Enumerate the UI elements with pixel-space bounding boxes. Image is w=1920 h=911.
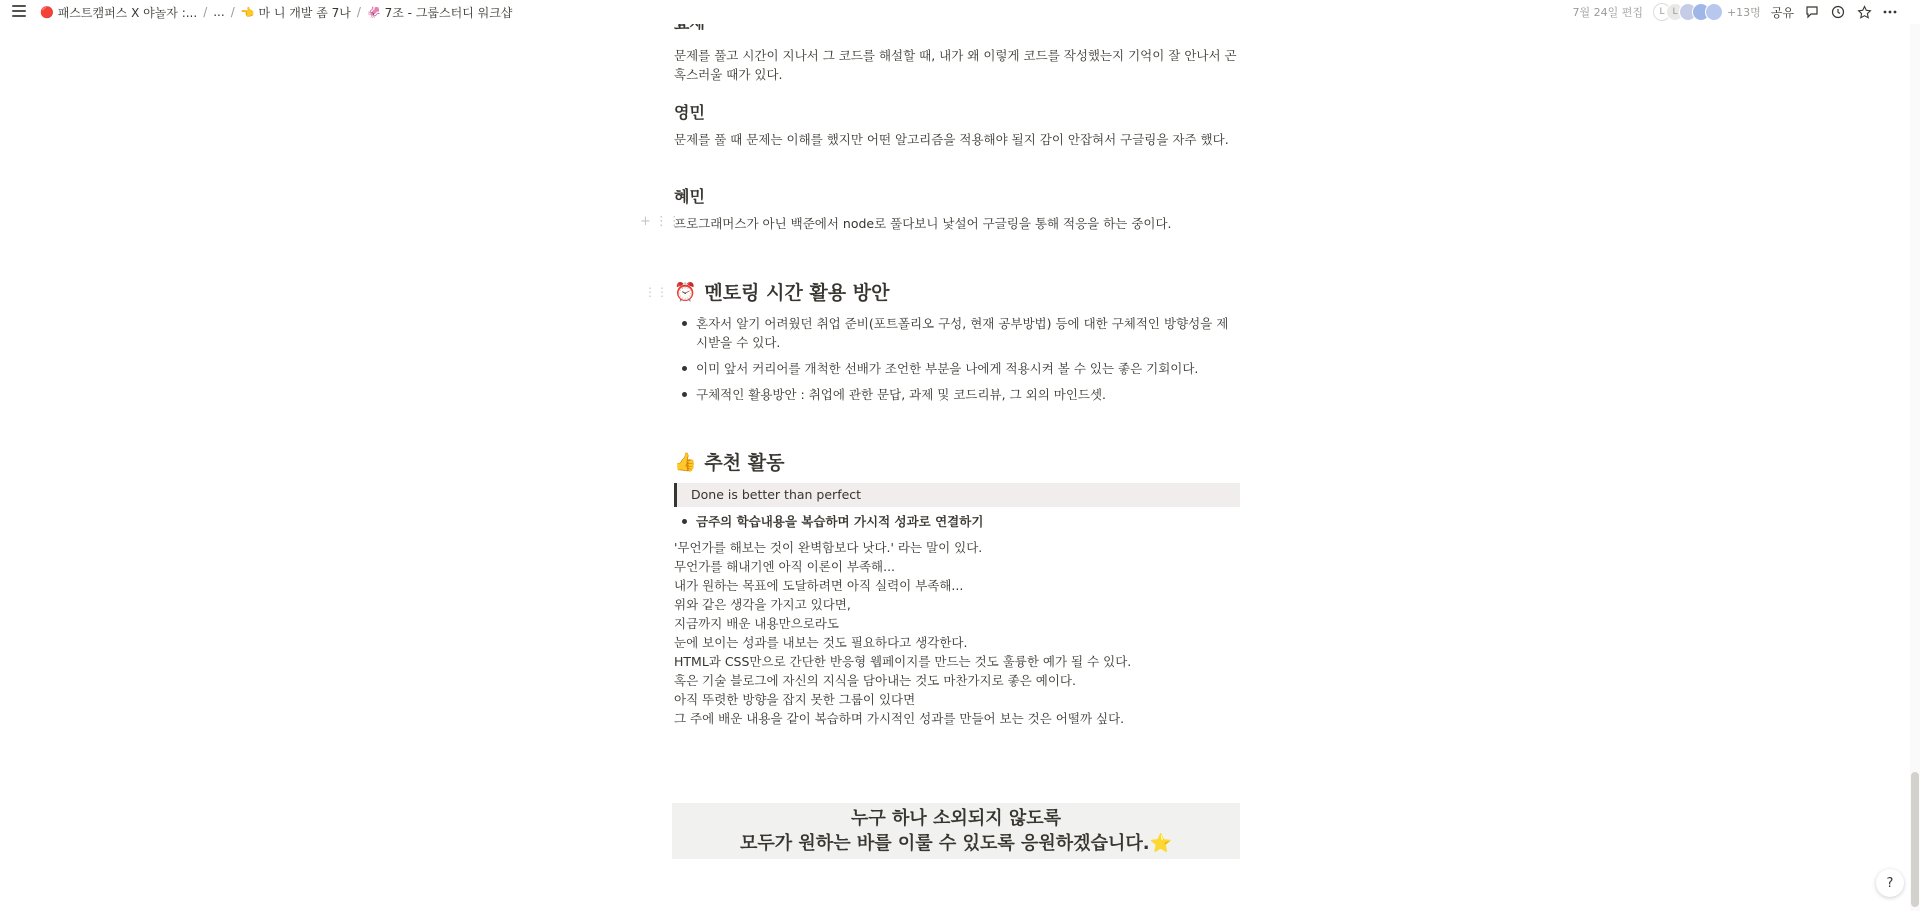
avatar: L [1653, 3, 1671, 21]
breadcrumb-item-page[interactable] [363, 4, 516, 21]
list-item: 이미 앞서 커리어를 개척한 선배가 조언한 부분을 나에게 적용시켜 볼 수 있는 좋은 기회이다. [674, 359, 1240, 378]
scrollbar-thumb[interactable] [1911, 772, 1919, 907]
heading-hyemin: 혜민 [674, 187, 705, 206]
scrollbar[interactable] [1910, 0, 1920, 911]
breadcrumb-item-ellipsis[interactable] [209, 5, 228, 19]
bullet-list [674, 314, 1240, 411]
more-options-icon[interactable] [1882, 4, 1898, 20]
drag-handle-icon[interactable]: ⋮⋮ [644, 285, 668, 299]
pointing-hand-icon: 👈 [240, 5, 255, 19]
callout-block [672, 803, 1240, 859]
text-line: HTML과 CSS만으로 간단한 반응형 웹페이지를 만드는 것도 훌륭한 예가 될 수 있다. [674, 654, 1132, 669]
text-line: 그 주에 배운 내용을 같이 복습하며 가시적인 성과를 만들어 보는 것은 어떨까 싶다. [674, 711, 1125, 726]
member-count: +13명 [1726, 6, 1761, 19]
breadcrumb-separator: / [203, 5, 208, 19]
text-line: 무언가를 해내기엔 아직 이론이 부족해... [674, 559, 896, 574]
drag-handle-icon[interactable]: ⋮⋮ [654, 214, 681, 229]
breadcrumb-label: ... [213, 5, 225, 19]
text-line: 혹은 기술 블로그에 자신의 지식을 담아내는 것도 마찬가지로 좋은 예이다. [674, 673, 1076, 688]
alarm-clock-icon: ⏰ [674, 282, 697, 303]
text-line: 눈에 보이는 성과를 내보는 것도 필요하다고 생각한다. [674, 635, 968, 650]
breadcrumb-label: 마 니 개발 좀 7나 [258, 5, 351, 20]
star-icon: ⭐ [1149, 833, 1172, 854]
topbar-actions [1572, 0, 1898, 24]
text-line: 내가 원하는 목표에 도달하려면 아직 실력이 부족해... [674, 578, 964, 593]
callout-line [740, 831, 1172, 856]
text-line: '무언가를 해보는 것이 완벽함보다 낫다.' 라는 말이 있다. [674, 540, 983, 555]
history-icon[interactable] [1830, 4, 1846, 20]
breadcrumb-label: 패스트캠퍼스 X 야놀자 :... [57, 5, 198, 20]
favorite-star-icon[interactable] [1856, 4, 1872, 20]
thumbs-up-icon: 👍 [674, 452, 697, 473]
breadcrumb-separator: / [230, 5, 235, 19]
section-title: 멘토링 시간 활용 방안 [704, 282, 890, 304]
paragraph: 문제를 풀 때 문제는 이해를 했지만 어떤 알고리즘을 적용해야 될지 감이 안잡혀서 구글링을 자주 했다. [674, 132, 1229, 147]
section-title: 추천 활동 [704, 452, 785, 474]
share-button[interactable]: 공유 [1770, 5, 1794, 20]
list-item: 혼자서 알기 어려웠던 취업 준비(포트폴리오 구성, 현재 공부방법) 등에 대한 구체적인 방향성을 제시받을 수 있다. [674, 314, 1240, 352]
list-item: 금주의 학습내용을 복습하며 가시적 성과로 연결하기 [674, 512, 1240, 531]
breadcrumb-separator: / [356, 5, 361, 19]
heading-youngmin: 영민 [674, 103, 705, 122]
sidebar-menu-icon[interactable] [12, 5, 26, 17]
section-heading-mentoring [674, 280, 889, 306]
text-line: 위와 같은 생각을 가지고 있다면, [674, 597, 851, 612]
breadcrumb-label: 7조 - 그룹스터디 워크샵 [384, 5, 513, 20]
avatar: L [1666, 3, 1684, 21]
text-line: 지금까지 배운 내용만으로라도 [674, 616, 839, 631]
add-block-icon[interactable]: + [640, 214, 651, 229]
breadcrumb-item-team[interactable] [237, 4, 355, 21]
squid-icon: 🦑 [366, 5, 381, 19]
avatar [1705, 3, 1723, 21]
workspace-icon: 🔴 [40, 5, 54, 19]
list-item: 구체적인 활용방안 : 취업에 관한 문답, 과제 및 코드리뷰, 그 외의 마인드셋. [674, 385, 1240, 404]
text-line: 아직 뚜렷한 방향을 잡지 못한 그룹이 있다면 [674, 692, 916, 707]
paragraph: 문제를 풀고 시간이 지나서 그 코드를 해설할 때, 내가 왜 이렇게 코드를 작성했는지 기억이 잘 안나서 곤혹스러울 때가 있다. [674, 48, 1237, 82]
help-button[interactable]: ? [1876, 869, 1904, 897]
collaborator-avatars[interactable] [1653, 3, 1761, 21]
quote-block: Done is better than perfect [674, 483, 1240, 507]
bullet-list [674, 512, 1240, 538]
callout-text: 모두가 원하는 바를 이룰 수 있도록 응원하겠습니다. [739, 833, 1150, 854]
breadcrumb-item-workspace[interactable] [36, 4, 201, 21]
paragraph: 프로그래머스가 아닌 백준에서 node로 풀다보니 낯설어 구글링을 통해 적응을 하는 중이다. [674, 216, 1172, 231]
top-bar [0, 0, 1920, 24]
section-heading-recommend [674, 450, 784, 476]
breadcrumb [36, 0, 516, 24]
last-edited-text: 7월 24일 편집 [1572, 6, 1643, 19]
callout-line: 누구 하나 소외되지 않도록 [850, 808, 1062, 829]
text-block [674, 538, 1240, 728]
comment-icon[interactable] [1804, 4, 1820, 20]
